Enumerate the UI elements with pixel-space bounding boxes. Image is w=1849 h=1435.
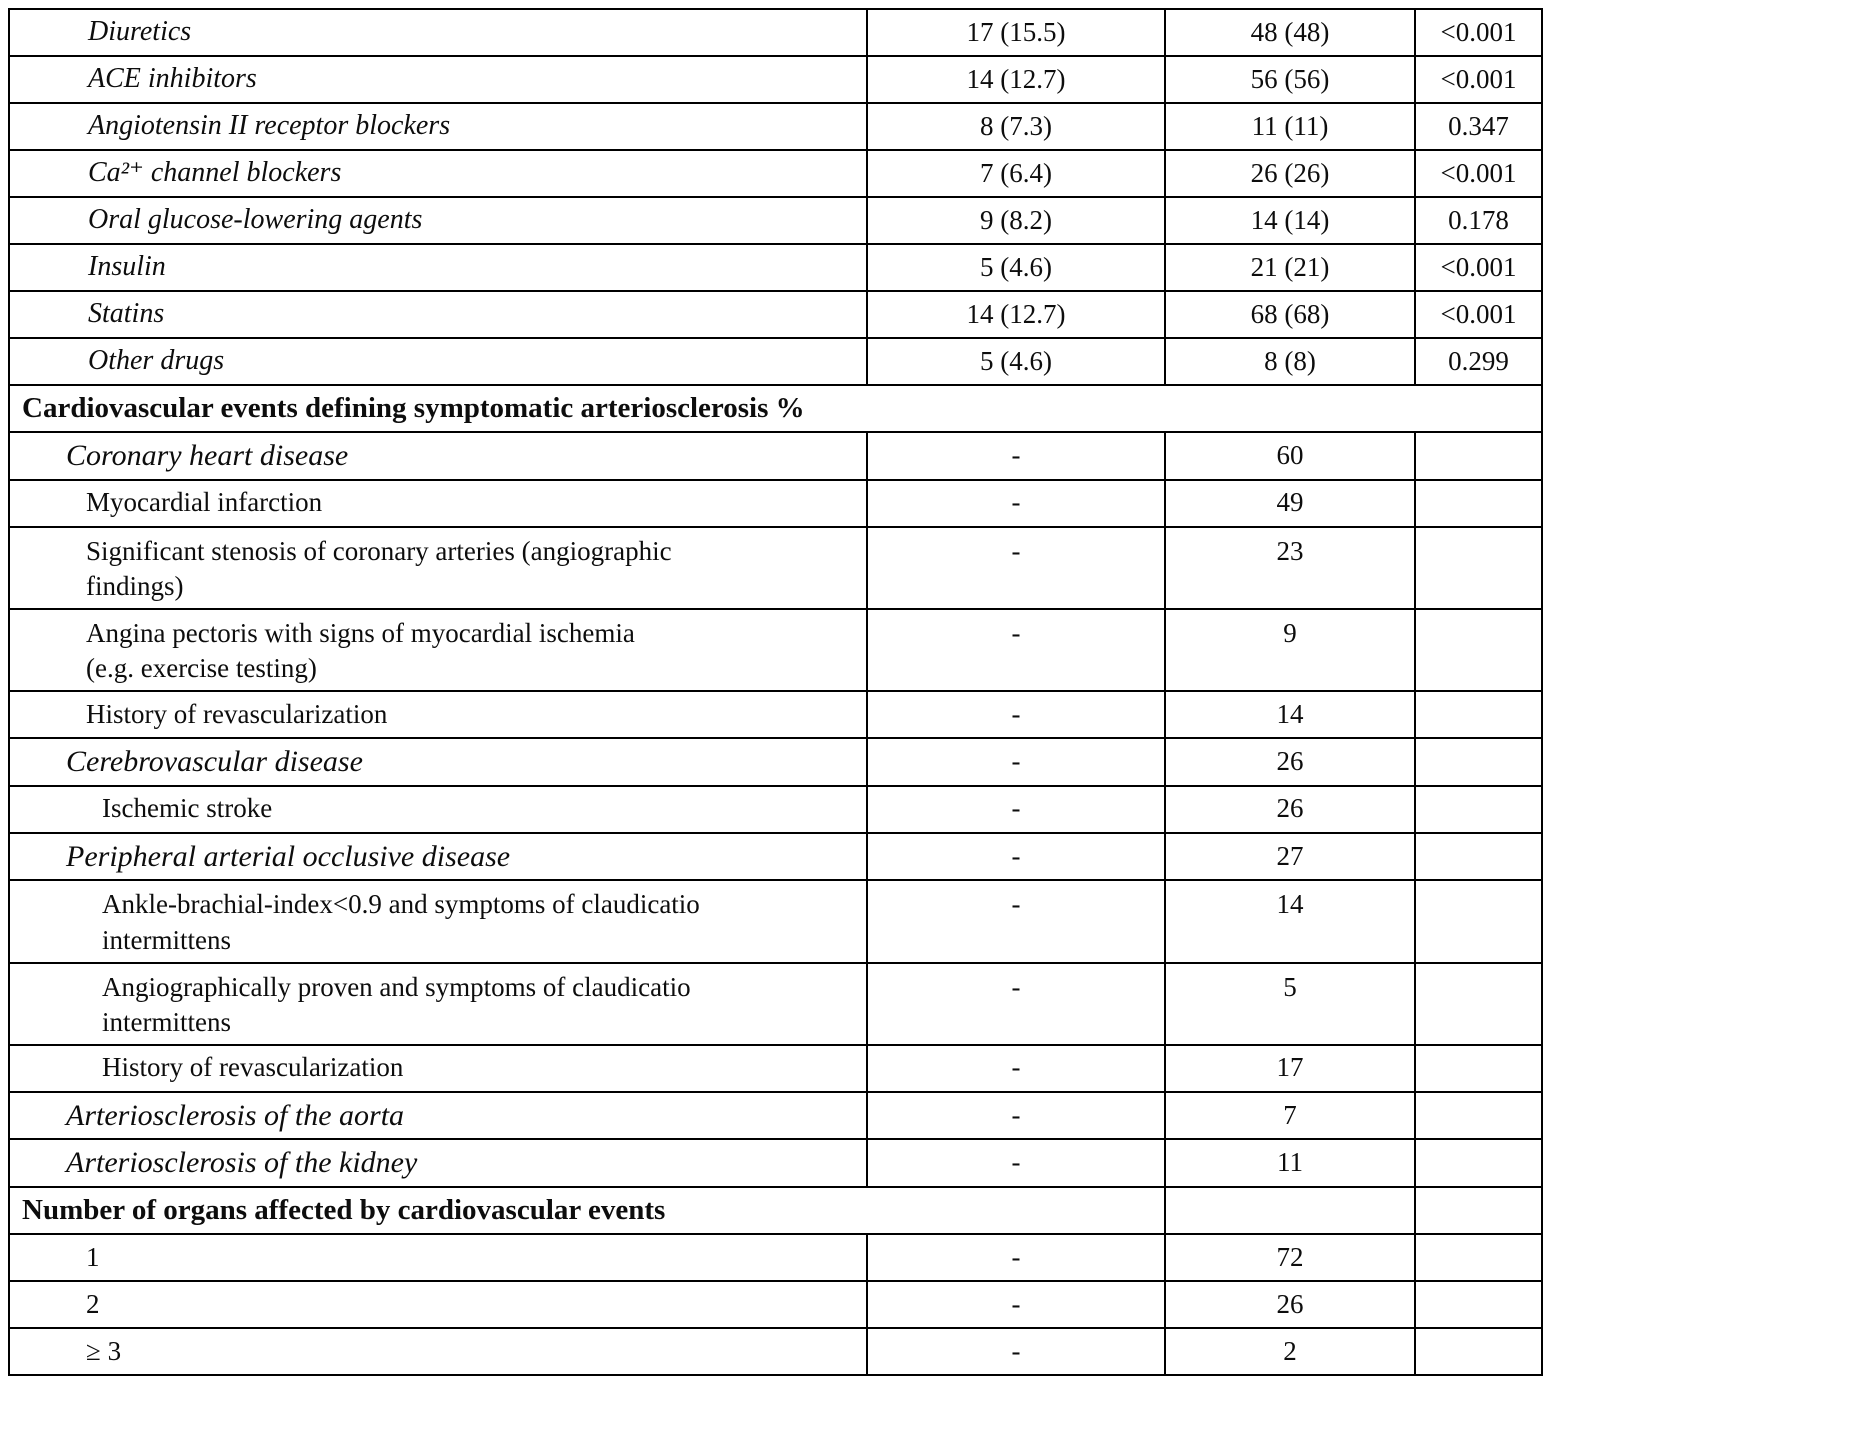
row-label-cell: Other drugs [9, 338, 867, 385]
value1-cell: - [867, 1092, 1165, 1140]
table-row [9, 786, 1542, 833]
value2-cell: 68 (68) [1165, 291, 1415, 338]
row-label-cell: 1 [9, 1234, 867, 1281]
table-row [9, 833, 1542, 881]
pvalue-cell [1415, 480, 1542, 527]
value1-cell: 17 (15.5) [867, 9, 1165, 56]
pvalue-cell: <0.001 [1415, 244, 1542, 291]
value2-cell: 9 [1165, 609, 1415, 691]
value2-cell: 8 (8) [1165, 338, 1415, 385]
pvalue-cell: <0.001 [1415, 291, 1542, 338]
value2-cell: 49 [1165, 480, 1415, 527]
section-header-row [9, 1187, 1542, 1234]
table-row [9, 103, 1542, 150]
row-label-cell: ACE inhibitors [9, 56, 867, 103]
table-row [9, 1139, 1542, 1187]
pvalue-cell [1415, 1187, 1542, 1234]
row-label-cell: Myocardial infarction [9, 480, 867, 527]
value1-cell: - [867, 833, 1165, 881]
pvalue-cell [1415, 1234, 1542, 1281]
value2-cell: 26 [1165, 786, 1415, 833]
table-row [9, 880, 1542, 962]
row-label-cell: Angina pectoris with signs of myocardial ischemia (e.g. exercise testing) [9, 609, 867, 691]
pvalue-cell: 0.178 [1415, 197, 1542, 244]
table-row [9, 1045, 1542, 1092]
row-label-cell: Ankle-brachial-index<0.9 and symptoms of claudicatio intermittens [9, 880, 867, 962]
value1-cell: - [867, 1139, 1165, 1187]
table-row [9, 432, 1542, 480]
pvalue-cell [1415, 1092, 1542, 1140]
row-label-cell: History of revascularization [9, 1045, 867, 1092]
table-row [9, 244, 1542, 291]
pvalue-cell [1415, 1328, 1542, 1375]
row-label-cell: Significant stenosis of coronary arteries (angiographic findings) [9, 527, 867, 609]
table-row [9, 56, 1542, 103]
pvalue-cell [1415, 963, 1542, 1045]
row-label-cell: Statins [9, 291, 867, 338]
pvalue-cell [1415, 527, 1542, 609]
value2-cell: 27 [1165, 833, 1415, 881]
pvalue-cell [1415, 833, 1542, 881]
value2-cell: 48 (48) [1165, 9, 1415, 56]
value1-cell: 5 (4.6) [867, 244, 1165, 291]
value1-cell: - [867, 480, 1165, 527]
row-label-cell: Ca²⁺ channel blockers [9, 150, 867, 197]
table-row [9, 1328, 1542, 1375]
pvalue-cell [1415, 738, 1542, 786]
value2-cell: 14 (14) [1165, 197, 1415, 244]
table-body [9, 9, 1542, 1375]
value2-cell: 5 [1165, 963, 1415, 1045]
value1-cell: 14 (12.7) [867, 291, 1165, 338]
value1-cell: - [867, 691, 1165, 738]
value1-cell: - [867, 1234, 1165, 1281]
table-row [9, 338, 1542, 385]
section-header-row [9, 385, 1542, 432]
value2-cell: 56 (56) [1165, 56, 1415, 103]
table-row [9, 197, 1542, 244]
pvalue-cell: 0.347 [1415, 103, 1542, 150]
value1-cell: - [867, 786, 1165, 833]
value1-cell: 8 (7.3) [867, 103, 1165, 150]
table-row [9, 738, 1542, 786]
row-label-cell: Ischemic stroke [9, 786, 867, 833]
table-row [9, 150, 1542, 197]
table-row [9, 609, 1542, 691]
table-row [9, 1234, 1542, 1281]
value1-cell: - [867, 527, 1165, 609]
row-label-cell: Peripheral arterial occlusive disease [9, 833, 867, 881]
value2-cell: 26 [1165, 1281, 1415, 1328]
value1-cell: - [867, 963, 1165, 1045]
value2-cell: 23 [1165, 527, 1415, 609]
row-label-cell: Arteriosclerosis of the kidney [9, 1139, 867, 1187]
value2-cell: 60 [1165, 432, 1415, 480]
row-label-cell: History of revascularization [9, 691, 867, 738]
table-row [9, 527, 1542, 609]
value1-cell: - [867, 609, 1165, 691]
pvalue-cell: 0.299 [1415, 338, 1542, 385]
value1-cell: - [867, 1281, 1165, 1328]
pvalue-cell [1415, 786, 1542, 833]
section-header-cell: Cardiovascular events defining symptomatic arteriosclerosis % [9, 385, 1542, 432]
table-row [9, 9, 1542, 56]
value2-cell: 7 [1165, 1092, 1415, 1140]
pvalue-cell [1415, 1045, 1542, 1092]
table-row [9, 1281, 1542, 1328]
pvalue-cell [1415, 691, 1542, 738]
row-label-cell: Insulin [9, 244, 867, 291]
table-row [9, 1092, 1542, 1140]
table-row [9, 291, 1542, 338]
pvalue-cell: <0.001 [1415, 56, 1542, 103]
row-label-cell: Oral glucose-lowering agents [9, 197, 867, 244]
pvalue-cell [1415, 880, 1542, 962]
row-label-cell: Angiographically proven and symptoms of claudicatio intermittens [9, 963, 867, 1045]
value2-cell [1165, 1187, 1415, 1234]
row-label-cell: Cerebrovascular disease [9, 738, 867, 786]
row-label-cell: 2 [9, 1281, 867, 1328]
table-row [9, 691, 1542, 738]
pvalue-cell [1415, 432, 1542, 480]
value2-cell: 11 [1165, 1139, 1415, 1187]
value1-cell: - [867, 1328, 1165, 1375]
value2-cell: 2 [1165, 1328, 1415, 1375]
value2-cell: 11 (11) [1165, 103, 1415, 150]
value1-cell: - [867, 432, 1165, 480]
value1-cell: 14 (12.7) [867, 56, 1165, 103]
value1-cell: 7 (6.4) [867, 150, 1165, 197]
table-row [9, 480, 1542, 527]
pvalue-cell [1415, 1139, 1542, 1187]
value2-cell: 26 [1165, 738, 1415, 786]
table-row [9, 963, 1542, 1045]
pvalue-cell [1415, 1281, 1542, 1328]
value2-cell: 26 (26) [1165, 150, 1415, 197]
value2-cell: 72 [1165, 1234, 1415, 1281]
pvalue-cell [1415, 609, 1542, 691]
value2-cell: 14 [1165, 880, 1415, 962]
row-label-cell: Arteriosclerosis of the aorta [9, 1092, 867, 1140]
value1-cell: 5 (4.6) [867, 338, 1165, 385]
row-label-cell: ≥ 3 [9, 1328, 867, 1375]
value2-cell: 21 (21) [1165, 244, 1415, 291]
value2-cell: 14 [1165, 691, 1415, 738]
value2-cell: 17 [1165, 1045, 1415, 1092]
value1-cell: - [867, 738, 1165, 786]
row-label-cell: Angiotensin II receptor blockers [9, 103, 867, 150]
section-header-cell: Number of organs affected by cardiovascular events [9, 1187, 1165, 1234]
value1-cell: - [867, 1045, 1165, 1092]
value1-cell: - [867, 880, 1165, 962]
row-label-cell: Coronary heart disease [9, 432, 867, 480]
pvalue-cell: <0.001 [1415, 9, 1542, 56]
pvalue-cell: <0.001 [1415, 150, 1542, 197]
clinical-characteristics-table [8, 8, 1543, 1376]
row-label-cell: Diuretics [9, 9, 867, 56]
value1-cell: 9 (8.2) [867, 197, 1165, 244]
